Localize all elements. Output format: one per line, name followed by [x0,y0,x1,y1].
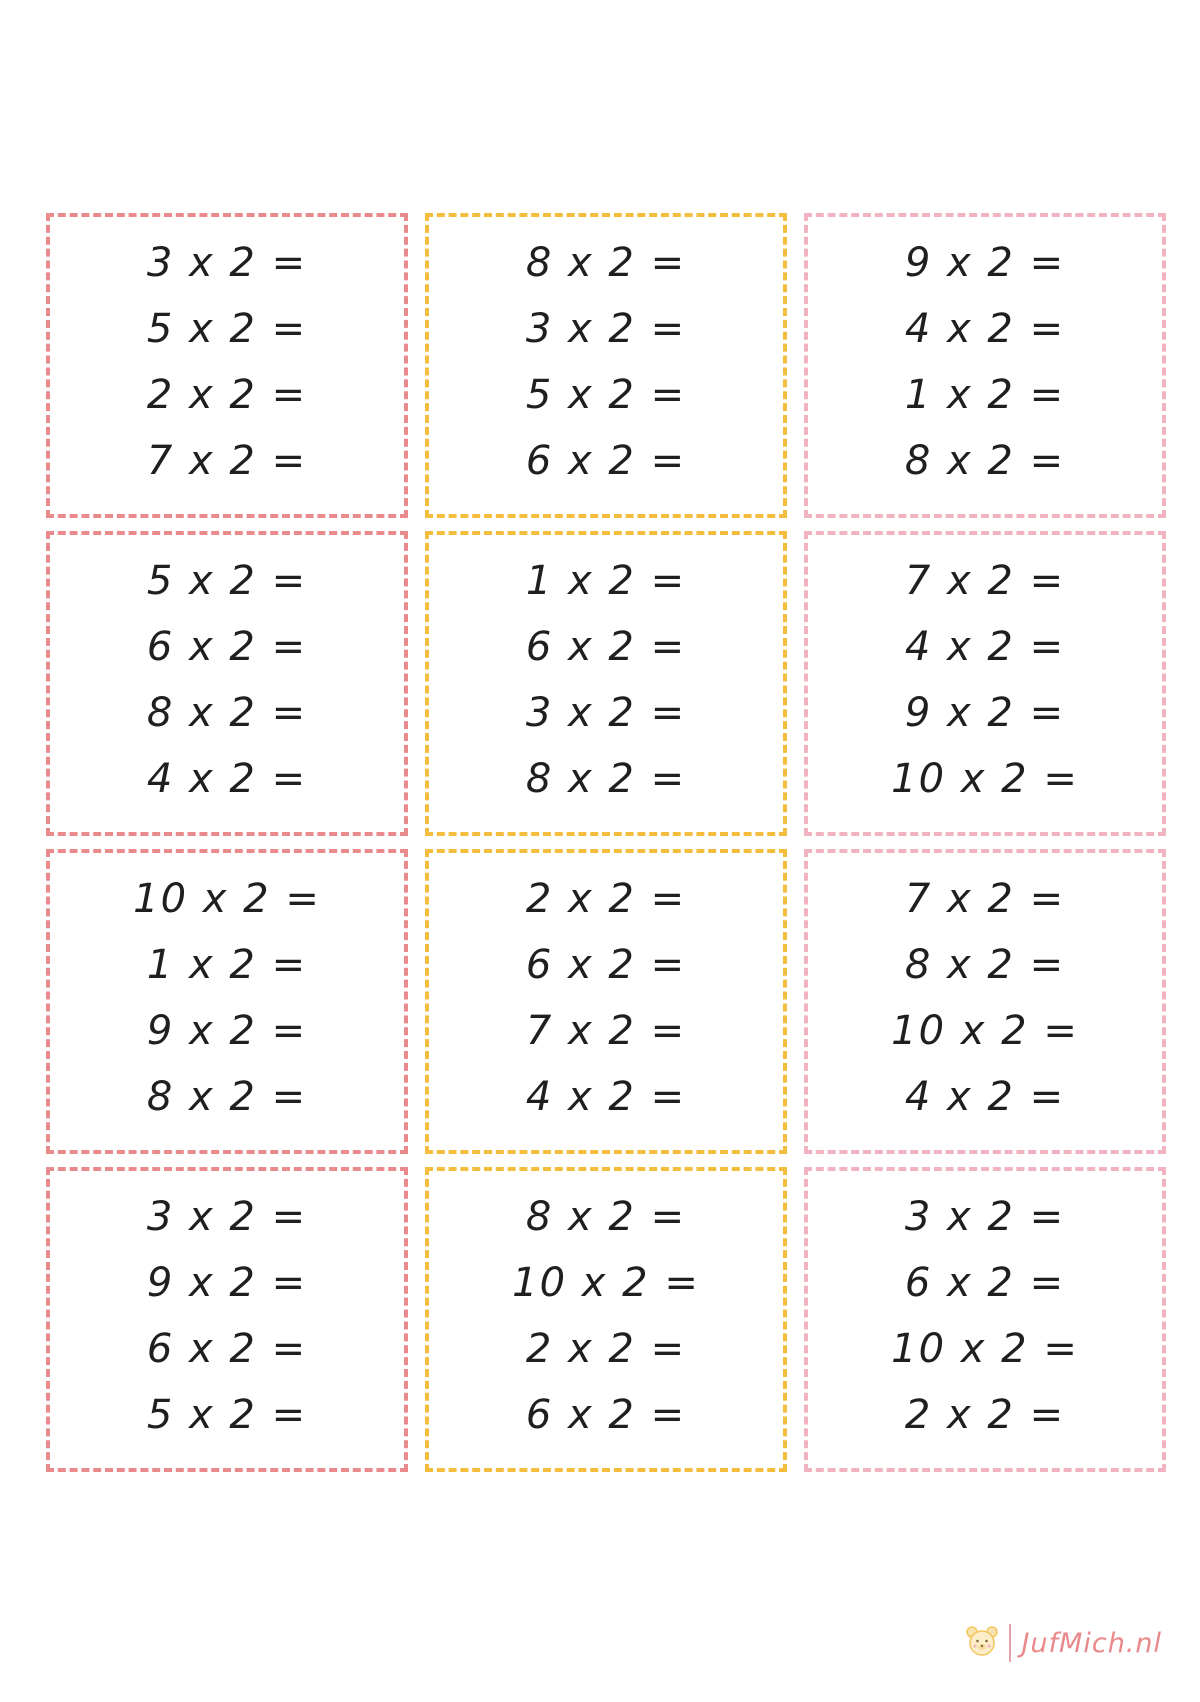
flashcard [425,1167,787,1472]
problem-text: 8 x 2 = [904,437,1066,484]
flashcard [46,213,408,518]
problem-text: 7 x 2 = [146,437,308,484]
problem-text: 8 x 2 = [525,1193,687,1240]
problem-text: 1 x 2 = [525,557,687,604]
problem-text: 8 x 2 = [146,689,308,736]
footer-divider [1009,1624,1011,1662]
problem-text: 4 x 2 = [904,1073,1066,1120]
brand-name: JufMich.nl [1021,1627,1162,1659]
problem-text: 8 x 2 = [525,239,687,286]
problem-text: 7 x 2 = [525,1007,687,1054]
flashcard [425,531,787,836]
problem-text: 1 x 2 = [146,941,308,988]
problem-text: 9 x 2 = [146,1007,308,1054]
problem-text: 3 x 2 = [525,305,687,352]
problem-text: 6 x 2 = [525,623,687,670]
problem-text: 5 x 2 = [525,371,687,418]
problem-text: 10 x 2 = [891,755,1079,802]
problem-text: 6 x 2 = [525,1391,687,1438]
flashcard [425,213,787,518]
problem-text: 7 x 2 = [904,875,1066,922]
problem-text: 3 x 2 = [146,239,308,286]
problem-text: 8 x 2 = [525,755,687,802]
flashcard [804,1167,1166,1472]
problem-text: 5 x 2 = [146,557,308,604]
flashcard [46,849,408,1154]
bear-icon [965,1624,999,1662]
problem-text: 8 x 2 = [146,1073,308,1120]
flashcard [46,531,408,836]
footer-branding [965,1624,1162,1662]
problem-text: 5 x 2 = [146,305,308,352]
problem-text: 2 x 2 = [904,1391,1066,1438]
problem-text: 2 x 2 = [525,875,687,922]
problem-text: 8 x 2 = [904,941,1066,988]
problem-text: 3 x 2 = [146,1193,308,1240]
problem-text: 7 x 2 = [904,557,1066,604]
problem-text: 1 x 2 = [904,371,1066,418]
problem-text: 9 x 2 = [904,239,1066,286]
problem-text: 2 x 2 = [146,371,308,418]
problem-text: 6 x 2 = [904,1259,1066,1306]
problem-text: 5 x 2 = [146,1391,308,1438]
problem-text: 9 x 2 = [146,1259,308,1306]
problem-text: 9 x 2 = [904,689,1066,736]
problem-text: 10 x 2 = [133,875,321,922]
problem-text: 4 x 2 = [525,1073,687,1120]
problem-text: 10 x 2 = [891,1325,1079,1372]
problem-text: 4 x 2 = [146,755,308,802]
problem-text: 6 x 2 = [525,437,687,484]
flashcard [804,531,1166,836]
problem-text: 4 x 2 = [904,305,1066,352]
problem-text: 6 x 2 = [146,1325,308,1372]
problem-text: 4 x 2 = [904,623,1066,670]
flashcard [804,849,1166,1154]
problem-text: 6 x 2 = [525,941,687,988]
flashcard [804,213,1166,518]
problem-text: 2 x 2 = [525,1325,687,1372]
problem-text: 10 x 2 = [891,1007,1079,1054]
problem-text: 6 x 2 = [146,623,308,670]
problem-text: 3 x 2 = [525,689,687,736]
flashcard [425,849,787,1154]
problem-text: 10 x 2 = [512,1259,700,1306]
problem-text: 3 x 2 = [904,1193,1066,1240]
flashcard [46,1167,408,1472]
flashcard-grid [46,213,1165,1472]
